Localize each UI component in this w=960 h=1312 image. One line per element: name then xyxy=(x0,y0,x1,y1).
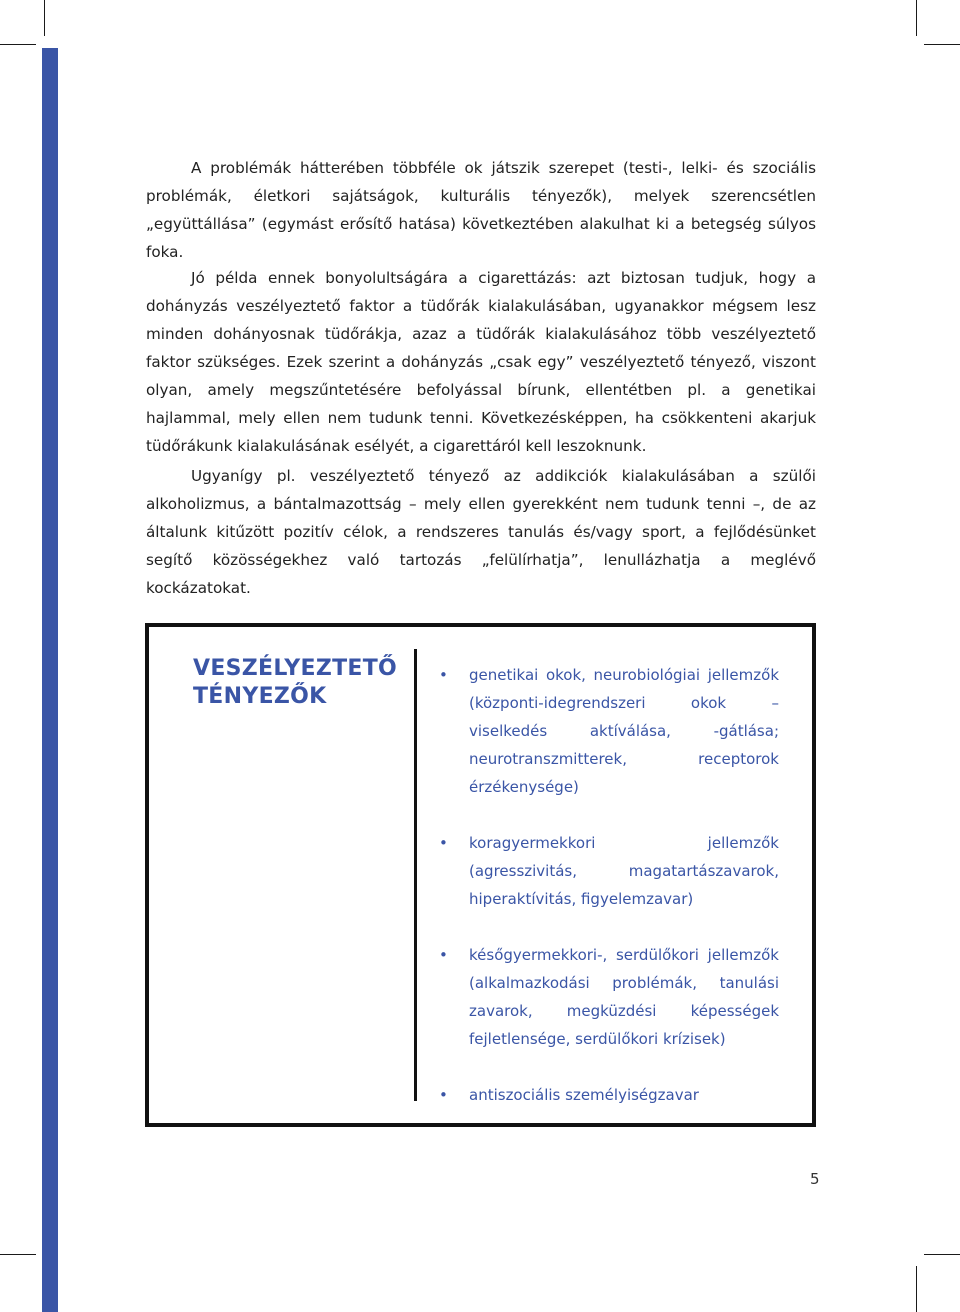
risk-factors-title-line-2: TÉNYEZŐK xyxy=(193,684,327,709)
crop-mark xyxy=(924,1254,960,1255)
risk-factors-box xyxy=(145,623,816,1127)
risk-factors-title-line-1: VESZÉLYEZTETŐ xyxy=(193,656,398,681)
list-item xyxy=(439,661,779,801)
list-item xyxy=(439,1081,779,1109)
box-divider xyxy=(414,649,417,1101)
list-item-text: későgyermekkori-, serdülőkori jellemzők (alkalmazkodási problémák, tanulási zavarok, megküzdési képességek fejletlensége, serdülőkori krízisek) xyxy=(469,946,779,1048)
body-paragraph-2: Jó példa ennek bonyolultságára a cigarettázás: azt biztosan tudjuk, hogy a dohányzás veszélyeztető faktor a tüdőrák kialakulásában, ugyanakkor mégsem lesz minden dohányosnak tüdőrákja, azaz a tüdőrák kialakulásához több veszélyeztető faktor szükséges. Ezek szerint a dohányzás „csak egy” veszélyeztető tényező, viszont olyan, amely megszűntetésére befolyással bírunk, ellentétben pl. a genetikai hajlammal, mely ellen nem tudunk tenni. Következésképpen, ha csökkenteni akarjuk tüdőrákunk kialakulásának esélyét, a cigarettáról kell leszoknunk. xyxy=(146,269,816,455)
side-color-strip xyxy=(42,48,58,1312)
crop-mark xyxy=(916,0,917,36)
bullet-icon: • xyxy=(439,946,448,964)
bullet-icon: • xyxy=(439,666,448,684)
list-item xyxy=(439,829,779,913)
list-item-text: koragyermekkori jellemzők (agresszivitás, magatartászavarok, hiperaktívitás, figyelemzavar) xyxy=(469,834,779,908)
page-number: 5 xyxy=(810,1170,820,1188)
crop-mark xyxy=(0,44,36,45)
crop-mark xyxy=(0,1254,36,1255)
crop-mark xyxy=(916,1266,917,1312)
crop-mark xyxy=(924,44,960,45)
crop-mark xyxy=(44,0,45,36)
risk-factors-title xyxy=(193,655,397,711)
risk-factors-list xyxy=(439,661,779,1109)
list-item xyxy=(439,941,779,1053)
bullet-icon: • xyxy=(439,834,448,852)
body-paragraph-3: Ugyanígy pl. veszélyeztető tényező az addikciók kialakulásában a szülői alkoholizmus, a bántalmazottság – mely ellen gyerekként nem tudunk tenni –, de az általunk kitűzött pozitív célok, a rendszeres tanulás és/vagy sport, a fejlődésünket segítő közösségekhez való tartozás „felülírhatja”, lenullázhatja a meglévő kockázatokat. xyxy=(146,467,816,597)
bullet-icon: • xyxy=(439,1086,448,1104)
list-item-text: genetikai okok, neurobiológiai jellemzők (központi-idegrendszeri okok – viselkedés aktíválása, -gátlása; neurotranszmitterek, receptorok érzékenysége) xyxy=(469,666,779,796)
body-paragraph-1: A problémák hátterében többféle ok játszik szerepet (testi-, lelki- és szociális problémák, életkori sajátságok, kulturális tényezők), melyek szerencsétlen „együttállása” (egymást erősítő hatása) következtében alakulhat ki a betegség súlyos foka. xyxy=(146,159,816,261)
list-item-text: antiszociális személyiségzavar xyxy=(469,1086,699,1104)
